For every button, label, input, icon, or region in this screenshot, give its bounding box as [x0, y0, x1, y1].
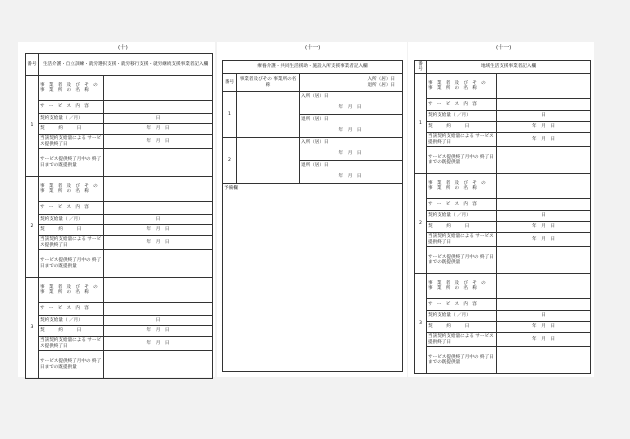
discharge-spacer — [300, 170, 338, 184]
service-label: サ ー ビ ス 内 容 — [39, 202, 104, 215]
amount-used-field[interactable] — [104, 250, 213, 278]
form2-title: 療養介護・共同生活援助・施設入所支援事業者記入欄 — [223, 61, 403, 74]
end-date-field[interactable]: 年 月 日 — [497, 233, 591, 247]
service-field[interactable] — [497, 99, 591, 111]
row-number: 1 — [223, 92, 237, 138]
form1-table — [25, 53, 213, 379]
contract-amount-field[interactable]: 日 — [104, 215, 213, 225]
form-sheet-1 — [18, 42, 215, 377]
form-sheet-2 — [217, 42, 407, 377]
contract-amount-field[interactable]: 日 — [497, 211, 591, 222]
amount-used-label: サービス提供終了月中の 終了日までの既提供量 — [39, 250, 104, 278]
service-field[interactable] — [104, 101, 213, 114]
end-date-field[interactable]: 年 月 日 — [497, 133, 591, 147]
form3-table — [414, 60, 591, 374]
end-date-label: 当該契約支給量による サービス提供終了日 — [427, 233, 497, 247]
end-date-label: 当該契約支給量による サービス提供終了日 — [427, 133, 497, 147]
row-number: 2 — [223, 138, 237, 184]
end-date-label: 当該契約支給量による サービス提供終了日 — [427, 333, 497, 347]
provider-field[interactable] — [237, 92, 300, 138]
admission-spacer — [338, 92, 403, 101]
contract-date-field[interactable]: 年 月 日 — [104, 326, 213, 337]
contract-amount-label: 契約支給量（ ／月） — [427, 111, 497, 122]
provider-field[interactable] — [104, 177, 213, 202]
contract-date-label: 契 約 日 — [427, 322, 497, 333]
remarks-field[interactable] — [223, 184, 403, 372]
end-date-field[interactable]: 年 月 日 — [104, 337, 213, 351]
amount-used-label: サービス提供終了月中の 終了日までの既提供量 — [427, 247, 497, 274]
admission-label: 入所（居）日 — [300, 138, 338, 147]
number-header: 番号 — [26, 54, 39, 76]
discharge-spacer — [300, 124, 338, 138]
admission-spacer — [300, 101, 338, 115]
amount-used-label: サービス提供終了月中の 終了日までの既提供量 — [39, 149, 104, 177]
service-label: サ ー ビ ス 内 容 — [427, 299, 497, 311]
provider-label: 事 業 者 及 び そ の 事 業 所 の 名 称 — [427, 174, 497, 199]
provider-label: 事 業 者 及 び そ の 事 業 所 の 名 称 — [39, 177, 104, 202]
row-number: 1 — [26, 76, 39, 177]
form-sheet-3 — [408, 42, 594, 377]
service-label: サ ー ビ ス 内 容 — [39, 303, 104, 316]
provider-field[interactable] — [237, 138, 300, 184]
end-date-label: 当該契約支給量による サービス提供終了日 — [39, 135, 104, 149]
service-field[interactable] — [497, 299, 591, 311]
contract-amount-label: 契約支給量（ ／月） — [427, 211, 497, 222]
contract-amount-field[interactable]: 日 — [497, 111, 591, 122]
contract-amount-field[interactable]: 日 — [104, 316, 213, 326]
amount-used-field[interactable] — [497, 347, 591, 374]
section-label: (十一) — [305, 45, 321, 51]
provider-field[interactable] — [497, 174, 591, 199]
admission-spacer — [338, 138, 403, 147]
service-field[interactable] — [104, 202, 213, 215]
contract-date-label: 契 約 日 — [39, 326, 104, 337]
amount-used-label: サービス提供終了月中の 終了日までの既提供量 — [427, 347, 497, 374]
discharge-date-field[interactable]: 年 月 日 — [338, 124, 403, 138]
discharge-header-label: 退所（居）日 — [367, 82, 396, 88]
amount-used-field[interactable] — [104, 351, 213, 379]
end-date-field[interactable]: 年 月 日 — [104, 135, 213, 149]
row-number: 2 — [415, 174, 427, 274]
amount-used-field[interactable] — [104, 149, 213, 177]
discharge-date-field[interactable]: 年 月 日 — [338, 170, 403, 184]
number-header: 番号 — [223, 74, 237, 92]
row-number: 3 — [415, 274, 427, 374]
discharge-spacer — [338, 161, 403, 170]
form2-table — [222, 60, 403, 372]
amount-used-label: サービス提供終了月中の 終了日までの既提供量 — [427, 147, 497, 174]
discharge-spacer — [338, 115, 403, 124]
admission-header-label: 入所（居）日 — [367, 77, 396, 83]
admission-spacer — [300, 147, 338, 161]
service-field[interactable] — [497, 199, 591, 211]
row-number: 3 — [26, 278, 39, 379]
contract-date-field[interactable]: 年 月 日 — [497, 122, 591, 133]
contract-date-field[interactable]: 年 月 日 — [497, 222, 591, 233]
admission-date-field[interactable]: 年 月 日 — [338, 147, 403, 161]
end-date-label: 当該契約支給量による サービス提供終了日 — [39, 236, 104, 250]
contract-date-field[interactable]: 年 月 日 — [104, 225, 213, 236]
discharge-label: 退所（居）日 — [300, 115, 338, 124]
contract-date-label: 契 約 日 — [427, 122, 497, 133]
contract-amount-field[interactable]: 日 — [104, 114, 213, 124]
row-number: 2 — [26, 177, 39, 278]
provider-field[interactable] — [497, 74, 591, 99]
section-label: (十) — [118, 45, 128, 51]
provider-label: 事 業 者 及 び そ の 事 業 所 の 名 称 — [39, 76, 104, 101]
provider-field[interactable] — [497, 274, 591, 299]
admission-date-field[interactable]: 年 月 日 — [338, 101, 403, 115]
end-date-label: 当該契約支給量による サービス提供終了日 — [39, 337, 104, 351]
amount-used-field[interactable] — [497, 147, 591, 174]
remarks-label: 予備欄 — [224, 186, 238, 191]
discharge-label: 退所（居）日 — [300, 161, 338, 170]
provider-field[interactable] — [104, 76, 213, 101]
contract-amount-label: 契約支給量（ ／月） — [427, 311, 497, 322]
number-header: 番号 — [415, 61, 427, 74]
section-label: (十一) — [496, 45, 512, 51]
contract-amount-label: 契約支給量（ ／月） — [39, 114, 104, 124]
admission-header — [300, 74, 403, 92]
service-field[interactable] — [104, 303, 213, 316]
contract-date-field[interactable]: 年 月 日 — [104, 124, 213, 135]
provider-field[interactable] — [104, 278, 213, 303]
contract-date-label: 契 約 日 — [39, 225, 104, 236]
service-label: サ ー ビ ス 内 容 — [427, 199, 497, 211]
end-date-field[interactable]: 年 月 日 — [104, 236, 213, 250]
amount-used-label: サービス提供終了月中の 終了日までの既提供量 — [39, 351, 104, 379]
contract-date-field[interactable]: 年 月 日 — [497, 322, 591, 333]
service-label: サ ー ビ ス 内 容 — [39, 101, 104, 114]
form1-title: 生活介護・自立訓練・就労選択支援・就労移行支援・就労継続支援事業者記入欄 — [39, 54, 213, 76]
contract-date-label: 契 約 日 — [427, 222, 497, 233]
form3-title: 地域生活支援事業者記入欄 — [427, 61, 591, 74]
admission-label: 入所（居）日 — [300, 92, 338, 101]
service-label: サ ー ビ ス 内 容 — [427, 99, 497, 111]
contract-amount-label: 契約支給量（ ／月） — [39, 316, 104, 326]
contract-date-label: 契 約 日 — [39, 124, 104, 135]
provider-label: 事 業 者 及 び そ の 事 業 所 の 名 称 — [427, 74, 497, 99]
contract-amount-field[interactable]: 日 — [497, 311, 591, 322]
provider-label: 事 業 者 及 び そ の 事 業 所 の 名 称 — [39, 278, 104, 303]
provider-header: 事業者及びその 事業所の名称 — [237, 74, 300, 92]
row-number: 1 — [415, 74, 427, 174]
contract-amount-label: 契約支給量（ ／月） — [39, 215, 104, 225]
end-date-field[interactable]: 年 月 日 — [497, 333, 591, 347]
amount-used-field[interactable] — [497, 247, 591, 274]
provider-label: 事 業 者 及 び そ の 事 業 所 の 名 称 — [427, 274, 497, 299]
